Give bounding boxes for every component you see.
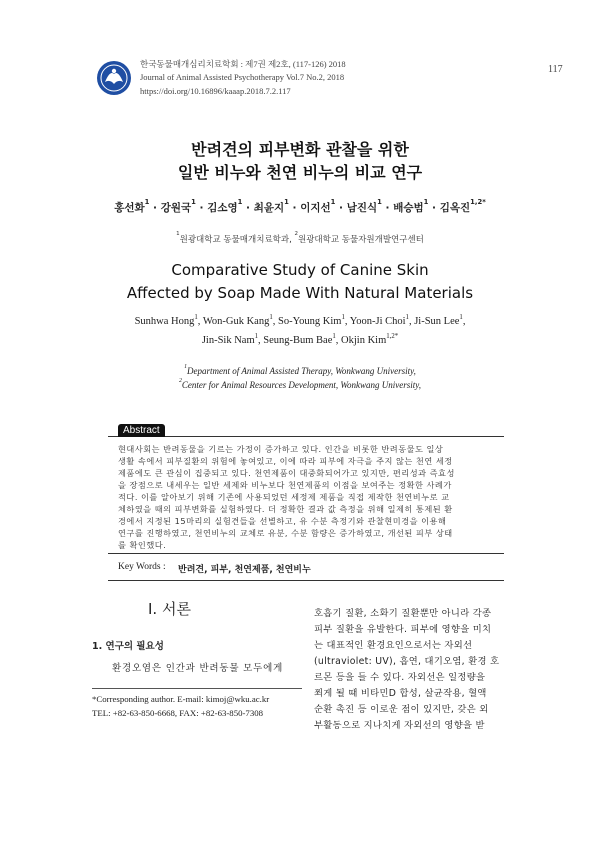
author-ko-7: 배승범$^1$ [393, 198, 429, 214]
society-seal-icon [96, 60, 132, 96]
english-authors-line-1: Sunhwa Hong$^1$, Won-Guk Kang$^1$, So-Young Kim$^1$, Yoon-Ji Choi$^1$, Ji-Sun Lee$^1$, [134, 314, 466, 327]
keywords-value: 반려견, 피부, 천연제품, 천연비누 [178, 565, 311, 575]
abstract-line: 현대사회는 반려동물을 기르는 가정이 증가하고 있다. 인간을 비롯한 반려동물도 일상 [118, 444, 444, 454]
journal-header-line-1: 한국동물매개심리치료학회 : 제7권 제2호, (117-126) 2018 [140, 59, 346, 69]
body-line-right: 부활동으로 지나치게 자외선의 영향을 받 [314, 720, 485, 731]
page-number: 117 [548, 64, 563, 75]
abstract-line: 경에서 지정된 15마리의 실험견들을 선별하고, 유 수분 측정기와 관찰현미경을 이용해 [118, 516, 447, 526]
doi-link[interactable]: https://doi.org/10.16896/kaaap.2018.7.2.117 [140, 86, 291, 96]
body-line-right: (ultraviolet: UV), 흡연, 대기오염, 환경 호 [314, 656, 500, 667]
abstract-line: 연구를 진행하였고, 천연비누의 교체로 유분, 수분 함량은 증가하였고, 개선된 피부 상태 [118, 528, 453, 538]
section-title: Ⅰ. 서론 [148, 600, 191, 618]
english-authors-line-2: Jin-Sik Nam$^1$, Seung-Bum Bae$^1$, Okjin Kim$^{1,2*}$ [201, 333, 399, 346]
subsection-title: 1. 연구의 필요성 [92, 641, 164, 652]
author-ko-3: 김소영$^1$ [207, 198, 243, 214]
journal-header-line-2: Journal of Animal Assisted Psychotherapy Vol.7 No.2, 2018 [140, 72, 345, 82]
english-title-line-2: Affected by Soap Made With Natural Materials [126, 284, 474, 302]
body-line-right: 순환 촉진 등 이로운 점이 있지만, 갖은 외 [314, 704, 489, 715]
korean-title-line-1: 반려견의 피부변화 관찰을 위한 [191, 140, 409, 159]
abstract-line: 체하였을 때의 피부변화를 실험하였다. 더 정확한 결과 값 측정을 위해 일제히 통제된 환 [118, 504, 453, 514]
abstract-line: 을 장점으로 내세우는 일반 세제와 비누보다 천연제품의 이점을 보여주는 정확한 사례가 [118, 480, 452, 490]
korean-authors: 홍선화$^1$ · 강원국$^1$ · 김소영$^1$ · 최윤지$^1$ · 이지선$^1$ · 남진식$^1$ · 배승범$^1$ · 김옥진$^{1,2*}$ [114, 198, 486, 214]
footnote-divider [92, 688, 302, 689]
keywords-label: Key Words : [118, 562, 166, 572]
english-affiliation-2: $^2$Center for Animal Resources Development, Wonkwang University, [178, 378, 422, 390]
english-title-line-1: Comparative Study of Canine Skin [171, 261, 429, 279]
author-ko-1: 홍선화$^1$ [114, 198, 150, 214]
body-line-right: 는 대표적인 환경요인으로서는 자외선 [314, 640, 473, 651]
abstract-line: 를 확인했다. [118, 540, 167, 550]
abstract-line: 제품에도 큰 관심이 집중되고 있다. 천연제품이 대중화되어가고 있지만, 편리성과 즉효성 [118, 468, 455, 478]
author-ko-4: 최윤지$^1$ [253, 198, 289, 214]
author-ko-2: 강원국$^1$ [160, 198, 196, 214]
korean-affiliation: $^1$원광대학교 동물매개치료학과, $^2$원광대학교 동물자원개발연구센터 [176, 231, 424, 245]
footnote-phone: TEL: +82-63-850-6668, FAX: +82-63-850-7308 [92, 708, 264, 718]
keywords-divider [108, 580, 504, 581]
body-line-right: 피부 질환을 유발한다. 피부에 영향을 미치 [314, 624, 492, 635]
body-line-right: 호흡기 질환, 소화기 질환뿐만 아니라 각종 [314, 608, 492, 619]
body-line-right: 르몬 등을 들 수 있다. 자외선은 일정량을 [314, 672, 486, 683]
author-ko-8: 김옥진$^{1,2*}$ [439, 198, 486, 214]
footnote-email: *Corresponding author. E-mail: kimoj@wku.ac.kr [92, 694, 270, 704]
korean-title-line-2: 일반 비누와 천연 비누의 비교 연구 [177, 163, 423, 182]
body-line-right: 쬐게 될 때 비타민D 합성, 살균작용, 혈액 [314, 688, 487, 699]
abstract-line: 생활 속에서 피부질환의 위험에 놓여있고, 이에 따라 피부에 자극을 주지 않는 천연 세정 [118, 456, 453, 466]
author-ko-6: 남진식$^1$ [346, 198, 382, 214]
abstract-label: Abstract [118, 424, 165, 437]
english-affiliation-1: $^1$Department of Animal Assisted Therapy, Wonkwang University, [184, 364, 416, 376]
body-paragraph-left: 환경오염은 인간과 반려동물 모두에게 [112, 663, 284, 674]
author-ko-5: 이지선$^1$ [300, 198, 336, 214]
abstract-line: 적다. 이를 알아보기 위해 기존에 사용되었던 세정제 제품을 직접 제작한 천연비누로 교 [118, 492, 450, 502]
